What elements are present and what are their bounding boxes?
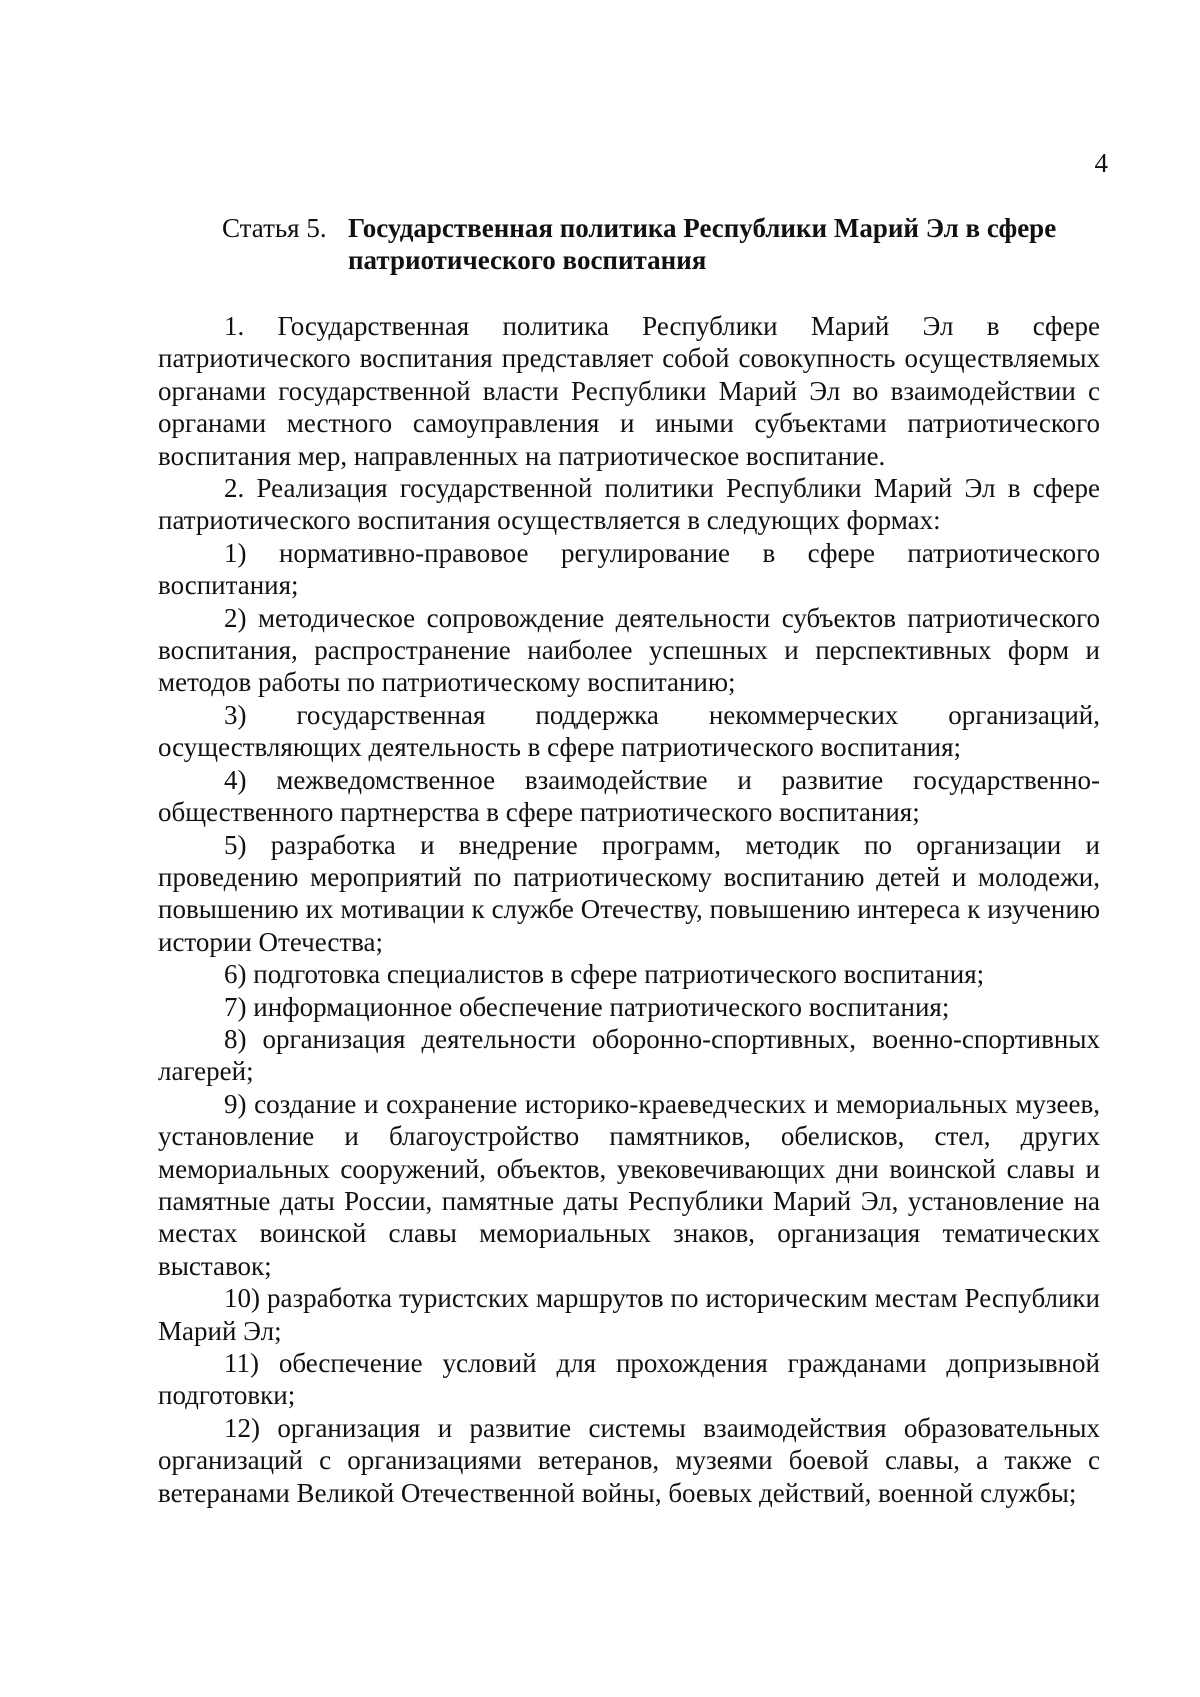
page-number: 4 — [1094, 148, 1108, 178]
paragraph-1: 1. Государственная политика Республики Марий Эл в сфере патриотического воспитания представляет собой совокупность осуществляемых органами государственной власти Республики Марий Эл во взаимодействии с органами местного самоуправления и иными субъектами патриотического воспитания мер, направленных на патриотическое воспитание. — [158, 311, 1100, 471]
article-label: Статья 5. — [222, 213, 327, 243]
list-item-5: 5) разработка и внедрение программ, методик по организации и проведению мероприятий по патриотическому воспитанию детей и молодежи, повышению их мотивации к службе Отечеству, повышению интереса к изучению истории Отечества; — [158, 829, 1100, 957]
list-item-11: 11) обеспечение условий для прохождения гражданами допризывной подготовки; — [158, 1348, 1100, 1411]
list-item-10: 10) разработка туристских маршрутов по историческим местам Республики Марий Эл; — [158, 1283, 1100, 1346]
list-item-7: 7) информационное обеспечение патриотического воспитания; — [224, 991, 950, 1022]
list-item-9: 9) создание и сохранение историко-краеведческих и мемориальных музеев, установление и благоустройство памятников, обелисков, стел, других мемориальных сооружений, объектов, увековечивающих дни воинской славы и памятные даты России, памятные даты Республики Марий Эл, установление на местах воинской славы мемориальных знаков, организация тематических выставок; — [158, 1088, 1100, 1281]
list-item-1: 1) нормативно-правовое регулирование в сфере патриотического воспитания; — [158, 537, 1100, 601]
list-item-3: 3) государственная поддержка некоммерческих организаций, осуществляющих деятельность в сфере патриотического воспитания; — [158, 699, 1100, 763]
list-item-6: 6) подготовка специалистов в сфере патриотического воспитания; — [224, 959, 985, 990]
list-item-2: 2) методическое сопровождение деятельности субъектов патриотического воспитания, распространение наиболее успешных и перспективных форм и методов работы по патриотическому воспитанию; — [158, 602, 1100, 698]
list-item-4: 4) межведомственное взаимодействие и развитие государственно-общественного партнерства в сфере патриотического воспитания; — [158, 764, 1100, 828]
list-item-8: 8) организация деятельности оборонно-спортивных, военно-спортивных лагерей; — [158, 1023, 1100, 1087]
article-body — [158, 310, 1100, 1509]
article-title: Государственная политика Республики Марий Эл в сфере патриотического воспитания — [348, 213, 1057, 275]
list-item-12: 12) организация и развитие системы взаимодействия образовательных организаций с организациями ветеранов, музеями боевой славы, а также с ветеранами Великой Отечественной войны, боевых действий, военной службы; — [158, 1412, 1100, 1508]
paragraph-2: 2. Реализация государственной политики Республики Марий Эл в сфере патриотического воспитания осуществляется в следующих формах: — [158, 473, 1100, 536]
